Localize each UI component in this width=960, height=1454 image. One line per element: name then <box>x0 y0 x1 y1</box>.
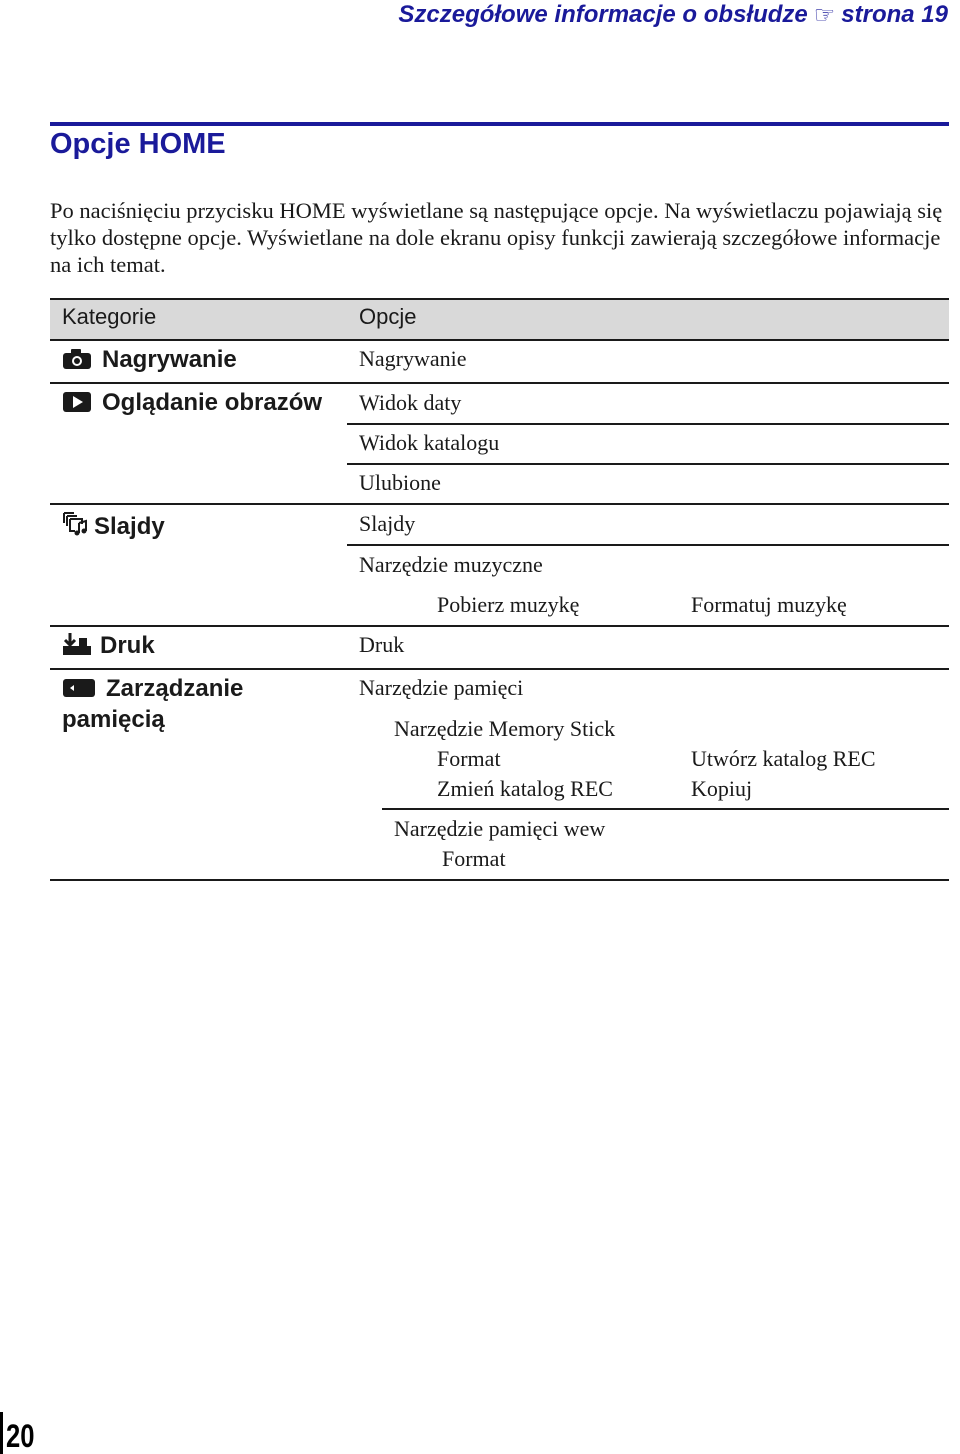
header-page-ref[interactable]: strona 19 <box>841 1 948 28</box>
camera-icon <box>62 348 92 377</box>
option-format-music: Formatuj muzykę <box>691 592 847 617</box>
row-rule <box>347 544 949 546</box>
pointing-hand-icon: ☞ <box>813 1 836 29</box>
option-internal-memory-tool: Narzędzie pamięci wew <box>394 816 606 841</box>
option-date-view: Widok daty <box>359 390 462 415</box>
option-memory-stick-tool: Narzędzie Memory Stick <box>394 716 616 741</box>
row-rule <box>347 423 949 425</box>
title-rule <box>50 122 949 126</box>
header-categories: Kategorie <box>62 304 157 329</box>
category-memory-management <box>62 675 332 734</box>
category-label: Druk <box>100 632 155 659</box>
table-header-rule <box>50 339 949 341</box>
page-number-bar <box>0 1412 3 1454</box>
option-ms-format: Format <box>437 746 501 771</box>
table-header-row <box>50 300 949 339</box>
option-recording: Nagrywanie <box>359 346 467 371</box>
row-rule <box>50 503 949 505</box>
header-link-text[interactable]: Szczegółowe informacje o obsłudze <box>398 1 808 28</box>
row-rule <box>347 463 949 465</box>
option-copy: Kopiuj <box>691 776 753 801</box>
header-cross-reference[interactable] <box>398 0 948 30</box>
category-recording <box>62 346 332 377</box>
row-rule <box>50 668 949 670</box>
page-number: 20 <box>6 1418 35 1454</box>
play-icon <box>62 391 92 420</box>
option-create-rec-folder: Utwórz katalog REC <box>691 746 876 771</box>
option-download-music: Pobierz muzykę <box>437 592 580 617</box>
option-memory-tool: Narzędzie pamięci <box>359 675 524 700</box>
category-label: Slajdy <box>94 513 165 540</box>
category-label: Oglądanie obrazów <box>102 389 323 416</box>
row-rule <box>382 808 949 810</box>
option-folder-view: Widok katalogu <box>359 430 500 455</box>
category-slideshow <box>62 511 332 544</box>
category-print <box>62 632 332 663</box>
option-music-tool: Narzędzie muzyczne <box>359 552 543 577</box>
category-viewing <box>62 389 332 420</box>
option-slideshow: Slajdy <box>359 511 416 536</box>
memory-card-icon <box>62 677 96 706</box>
category-label: Nagrywanie <box>102 346 237 373</box>
slideshow-music-icon <box>62 511 88 544</box>
row-rule <box>50 382 949 384</box>
intro-paragraph: Po naciśnięciu przycisku HOME wyświetlane są następujące opcje. Na wyświetlaczu pojawiają się tylko dostępne opcje. Wyświetlane na dole ekranu opisy funkcji zawierają szczegółowe informacje na ich temat. <box>50 198 943 277</box>
option-change-rec-folder: Zmień katalog REC <box>437 776 613 801</box>
category-label: Zarządzanie pamięcią <box>62 675 244 733</box>
table-bottom-rule <box>50 879 949 881</box>
header-options: Opcje <box>359 304 417 329</box>
option-print: Druk <box>359 632 405 657</box>
page-title: Opcje HOME <box>50 128 226 160</box>
row-rule <box>50 625 949 627</box>
option-favorites: Ulubione <box>359 470 441 495</box>
printer-icon <box>62 632 92 663</box>
option-internal-format: Format <box>442 846 506 871</box>
